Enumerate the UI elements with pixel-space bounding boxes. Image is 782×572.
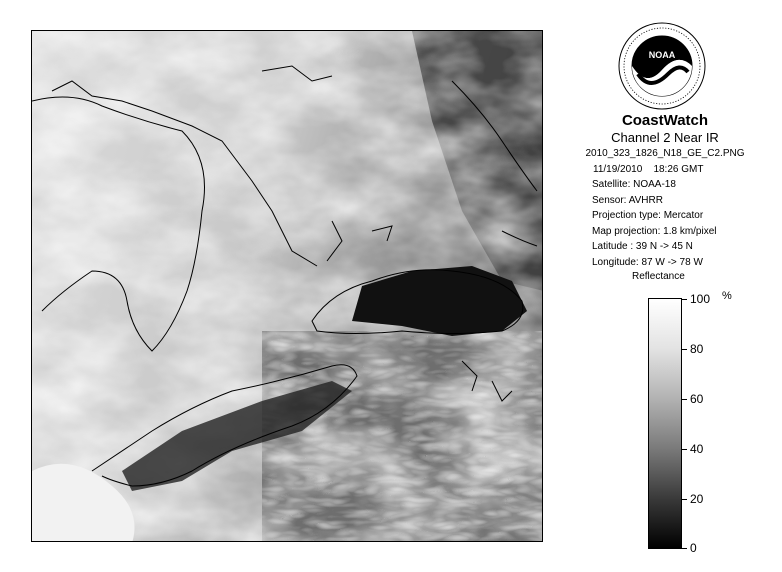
colorbar-unit: % xyxy=(722,290,732,302)
sensor: Sensor: AVHRR xyxy=(592,194,663,206)
satellite: Satellite: NOAA-18 xyxy=(592,179,676,190)
time: 18:26 GMT xyxy=(653,163,704,175)
product-subtitle: Channel 2 Near IR xyxy=(611,130,719,145)
colorbar-label: 60 xyxy=(690,392,704,406)
colorbar-tick xyxy=(682,299,687,300)
colorbar-tick xyxy=(682,349,687,350)
longitude: Longitude: 87 W -> 78 W xyxy=(592,256,703,268)
satellite-image xyxy=(31,30,543,542)
latitude: Latitude : 39 N -> 45 N xyxy=(592,241,693,252)
satellite-imagery-render xyxy=(32,31,543,542)
colorbar-tick xyxy=(682,449,687,450)
date: 11/19/2010 xyxy=(593,163,643,175)
datetime xyxy=(570,162,770,178)
product-title: CoastWatch xyxy=(621,112,709,129)
map-projection: Map projection: 1.8 km/pixel xyxy=(592,225,717,237)
colorbar xyxy=(648,298,682,549)
colorbar-label: 80 xyxy=(690,342,704,356)
filename: 2010_323_1826_N18_GE_C2.PNG xyxy=(585,148,745,159)
product-info xyxy=(570,146,770,270)
colorbar-label: 100 xyxy=(690,292,711,306)
noaa-seal-icon xyxy=(618,22,706,110)
colorbar-tick xyxy=(682,548,687,549)
colorbar-label: 20 xyxy=(690,492,704,506)
colorbar-tick xyxy=(682,499,687,500)
colorbar-tick xyxy=(682,399,687,400)
colorbar-label: 0 xyxy=(690,541,697,555)
colorbar-label: 40 xyxy=(690,442,704,456)
colorbar-title: Reflectance xyxy=(632,271,685,282)
logo-text: NOAA xyxy=(648,50,676,60)
projection-type: Projection type: Mercator xyxy=(592,210,704,221)
